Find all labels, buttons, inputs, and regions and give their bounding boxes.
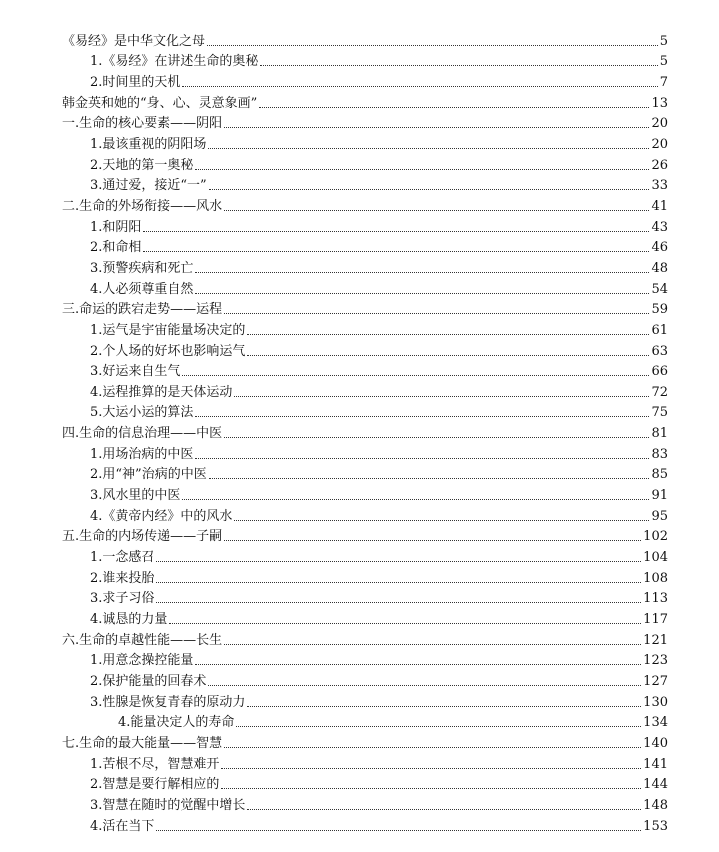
toc-entry[interactable]: [0, 236, 719, 257]
table-of-contents: [0, 29, 719, 835]
dot-leader: [195, 272, 649, 273]
chapter-title: 四.生命的信息治理——中医: [62, 426, 223, 442]
section-title: 5.大运小运的算法: [90, 405, 194, 421]
section-title: 2.保护能量的回春术: [90, 674, 207, 689]
section-title: 1.用意念操控能量: [90, 653, 194, 669]
dot-leader: [224, 437, 649, 438]
page-number: 144: [643, 777, 668, 793]
page-number: 54: [651, 281, 668, 297]
dot-leader: [195, 664, 641, 665]
dot-leader: [156, 830, 641, 831]
section-title: 4.人必须尊重自然: [90, 281, 194, 297]
toc-entry[interactable]: [0, 318, 719, 339]
dot-leader: [259, 107, 649, 108]
page-number: 13: [651, 95, 668, 111]
dot-leader: [182, 375, 649, 376]
toc-entry[interactable]: [0, 360, 719, 381]
toc-entry[interactable]: [0, 256, 719, 277]
page-number: 134: [643, 715, 668, 731]
dot-leader: [236, 726, 641, 727]
toc-entry[interactable]: [0, 339, 719, 360]
toc-entry[interactable]: [0, 50, 719, 71]
toc-entry[interactable]: [0, 607, 719, 628]
section-title: 3.预警疾病和死亡: [90, 260, 194, 276]
chapter-title: 六.生命的卓越性能——长生: [62, 632, 223, 648]
page-number: 41: [651, 198, 668, 214]
dot-leader: [195, 169, 649, 170]
toc-entry[interactable]: [0, 525, 719, 546]
chapter-title: 二.生命的外场衔接——风水: [62, 198, 223, 214]
section-title: 1.运气是宇宙能量场决定的: [90, 322, 246, 338]
dot-leader: [224, 747, 641, 748]
toc-entry[interactable]: [0, 298, 719, 319]
section-title: 4.活在当下: [90, 818, 155, 834]
page-number: 140: [643, 735, 668, 751]
page-number: 20: [651, 116, 668, 132]
toc-entry[interactable]: [0, 504, 719, 525]
section-title: 2.用“神”治病的中医: [90, 467, 207, 483]
dot-leader: [221, 788, 641, 789]
page-number: 85: [651, 467, 668, 483]
section-title: 3.通过爱，接近“一”: [90, 178, 207, 194]
section-title: 3.好运来自生气: [90, 364, 181, 380]
dot-leader: [260, 65, 657, 66]
toc-entry[interactable]: [0, 380, 719, 401]
toc-entry[interactable]: [0, 132, 719, 153]
section-title: 4.能量决定人的寿命: [118, 715, 235, 731]
dot-leader: [156, 602, 641, 603]
section-title: 1.一念感召: [90, 550, 155, 566]
chapter-title: 韩金英和她的“身、心、灵意象画”: [62, 95, 258, 111]
section-title: 4.《黄帝内经》中的风水: [90, 508, 233, 524]
page-number: 26: [651, 157, 668, 173]
section-title: 2.谁来投胎: [90, 570, 155, 586]
page-number: 75: [651, 405, 668, 421]
page-number: 91: [651, 488, 668, 504]
dot-leader: [247, 706, 641, 707]
chapter-title: 五.生命的内场传递——子嗣: [62, 529, 223, 545]
toc-entry[interactable]: [0, 174, 719, 195]
section-title: 1.最该重视的阴阳场: [90, 136, 207, 152]
dot-leader: [209, 478, 650, 479]
page-number: 108: [643, 570, 668, 586]
dot-leader: [169, 623, 641, 624]
dot-leader: [224, 540, 641, 541]
dot-leader: [224, 313, 649, 314]
page-number: 153: [643, 818, 668, 834]
section-title: 2.天地的第一奥秘: [90, 157, 194, 173]
toc-entry[interactable]: [0, 277, 719, 298]
page-number: 102: [643, 529, 668, 545]
dot-leader: [221, 768, 641, 769]
page-number: 117: [643, 612, 668, 628]
toc-entry[interactable]: [0, 773, 719, 794]
section-title: 3.性腺是恢复青春的原动力: [90, 694, 246, 710]
page-number: 66: [651, 364, 668, 380]
page-number: 141: [643, 756, 668, 772]
page-number: 5: [659, 33, 668, 49]
chapter-title: 《易经》是中华文化之母: [62, 33, 206, 49]
section-title: 2.时间里的天机: [90, 74, 181, 90]
page-number: 46: [651, 240, 668, 256]
toc-entry[interactable]: [0, 711, 719, 732]
toc-entry[interactable]: [0, 793, 719, 814]
section-title: 2.智慧是要行解相应的: [90, 777, 220, 793]
page-number: 95: [651, 508, 668, 524]
toc-entry[interactable]: [0, 483, 719, 504]
toc-entry[interactable]: [0, 545, 719, 566]
section-title: 3.风水里的中医: [90, 488, 181, 504]
dot-leader: [234, 520, 649, 521]
toc-entry[interactable]: [0, 649, 719, 670]
dot-leader: [224, 210, 649, 211]
toc-entry[interactable]: [0, 153, 719, 174]
dot-leader: [182, 499, 649, 500]
dot-leader: [247, 334, 649, 335]
dot-leader: [182, 86, 657, 87]
toc-entry[interactable]: [0, 752, 719, 773]
toc-entry[interactable]: [0, 421, 719, 442]
toc-entry[interactable]: [0, 401, 719, 422]
dot-leader: [234, 396, 649, 397]
page-number: 83: [651, 446, 668, 462]
toc-entry[interactable]: [0, 463, 719, 484]
section-title: 1.和阴阳: [90, 219, 142, 235]
toc-entry[interactable]: [0, 215, 719, 236]
page-number: 72: [651, 384, 668, 400]
page-number: 130: [643, 694, 668, 710]
toc-entry[interactable]: [0, 194, 719, 215]
chapter-title: 三.命运的跌宕走势——运程: [62, 302, 223, 318]
section-title: 1.用场治病的中医: [90, 446, 194, 462]
dot-leader: [208, 685, 641, 686]
toc-entry[interactable]: [0, 91, 719, 112]
toc-entry[interactable]: [0, 690, 719, 711]
section-title: 1.苦根不尽，智慧难开: [90, 756, 220, 772]
page-number: 148: [643, 797, 668, 813]
section-title: 3.智慧在随时的觉醒中增长: [90, 797, 246, 813]
page-number: 59: [651, 302, 668, 318]
page-number: 20: [651, 136, 668, 152]
toc-entry[interactable]: [0, 112, 719, 133]
section-title: 2.和命相: [90, 240, 142, 256]
page-number: 61: [651, 322, 668, 338]
page-number: 121: [643, 632, 668, 648]
section-title: 1.《易经》在讲述生命的奥秘: [90, 54, 259, 70]
chapter-title: 一.生命的核心要素——阴阳: [62, 116, 223, 132]
dot-leader: [224, 127, 649, 128]
toc-entry[interactable]: [0, 70, 719, 91]
section-title: 4.运程推算的是天体运动: [90, 384, 233, 400]
toc-entry[interactable]: [0, 669, 719, 690]
dot-leader: [156, 582, 641, 583]
dot-leader: [143, 251, 649, 252]
section-title: 4.诚恳的力量: [90, 612, 168, 628]
page-number: 123: [643, 653, 668, 669]
dot-leader: [156, 561, 641, 562]
toc-entry[interactable]: [0, 731, 719, 752]
toc-entry[interactable]: [0, 628, 719, 649]
page-number: 48: [651, 260, 668, 276]
dot-leader: [195, 416, 649, 417]
page-number: 7: [659, 74, 668, 90]
dot-leader: [247, 809, 641, 810]
dot-leader: [209, 189, 650, 190]
page-number: 104: [643, 550, 668, 566]
dot-leader: [195, 293, 649, 294]
dot-leader: [208, 148, 649, 149]
toc-entry[interactable]: [0, 587, 719, 608]
page-number: 81: [651, 426, 668, 442]
page-number: 63: [651, 343, 668, 359]
toc-entry[interactable]: [0, 566, 719, 587]
page-number: 113: [643, 591, 668, 607]
dot-leader: [224, 644, 641, 645]
page-number: 33: [651, 178, 668, 194]
page-number: 5: [659, 54, 668, 70]
dot-leader: [195, 458, 649, 459]
dot-leader: [143, 231, 649, 232]
dot-leader: [247, 355, 649, 356]
page-number: 43: [651, 219, 668, 235]
section-title: 3.求子习俗: [90, 591, 155, 607]
section-title: 2.个人场的好坏也影响运气: [90, 343, 246, 359]
chapter-title: 七.生命的最大能量——智慧: [62, 735, 223, 751]
toc-entry[interactable]: [0, 442, 719, 463]
dot-leader: [207, 45, 658, 46]
page-number: 127: [643, 674, 668, 689]
toc-entry[interactable]: [0, 814, 719, 835]
toc-entry[interactable]: [0, 29, 719, 50]
